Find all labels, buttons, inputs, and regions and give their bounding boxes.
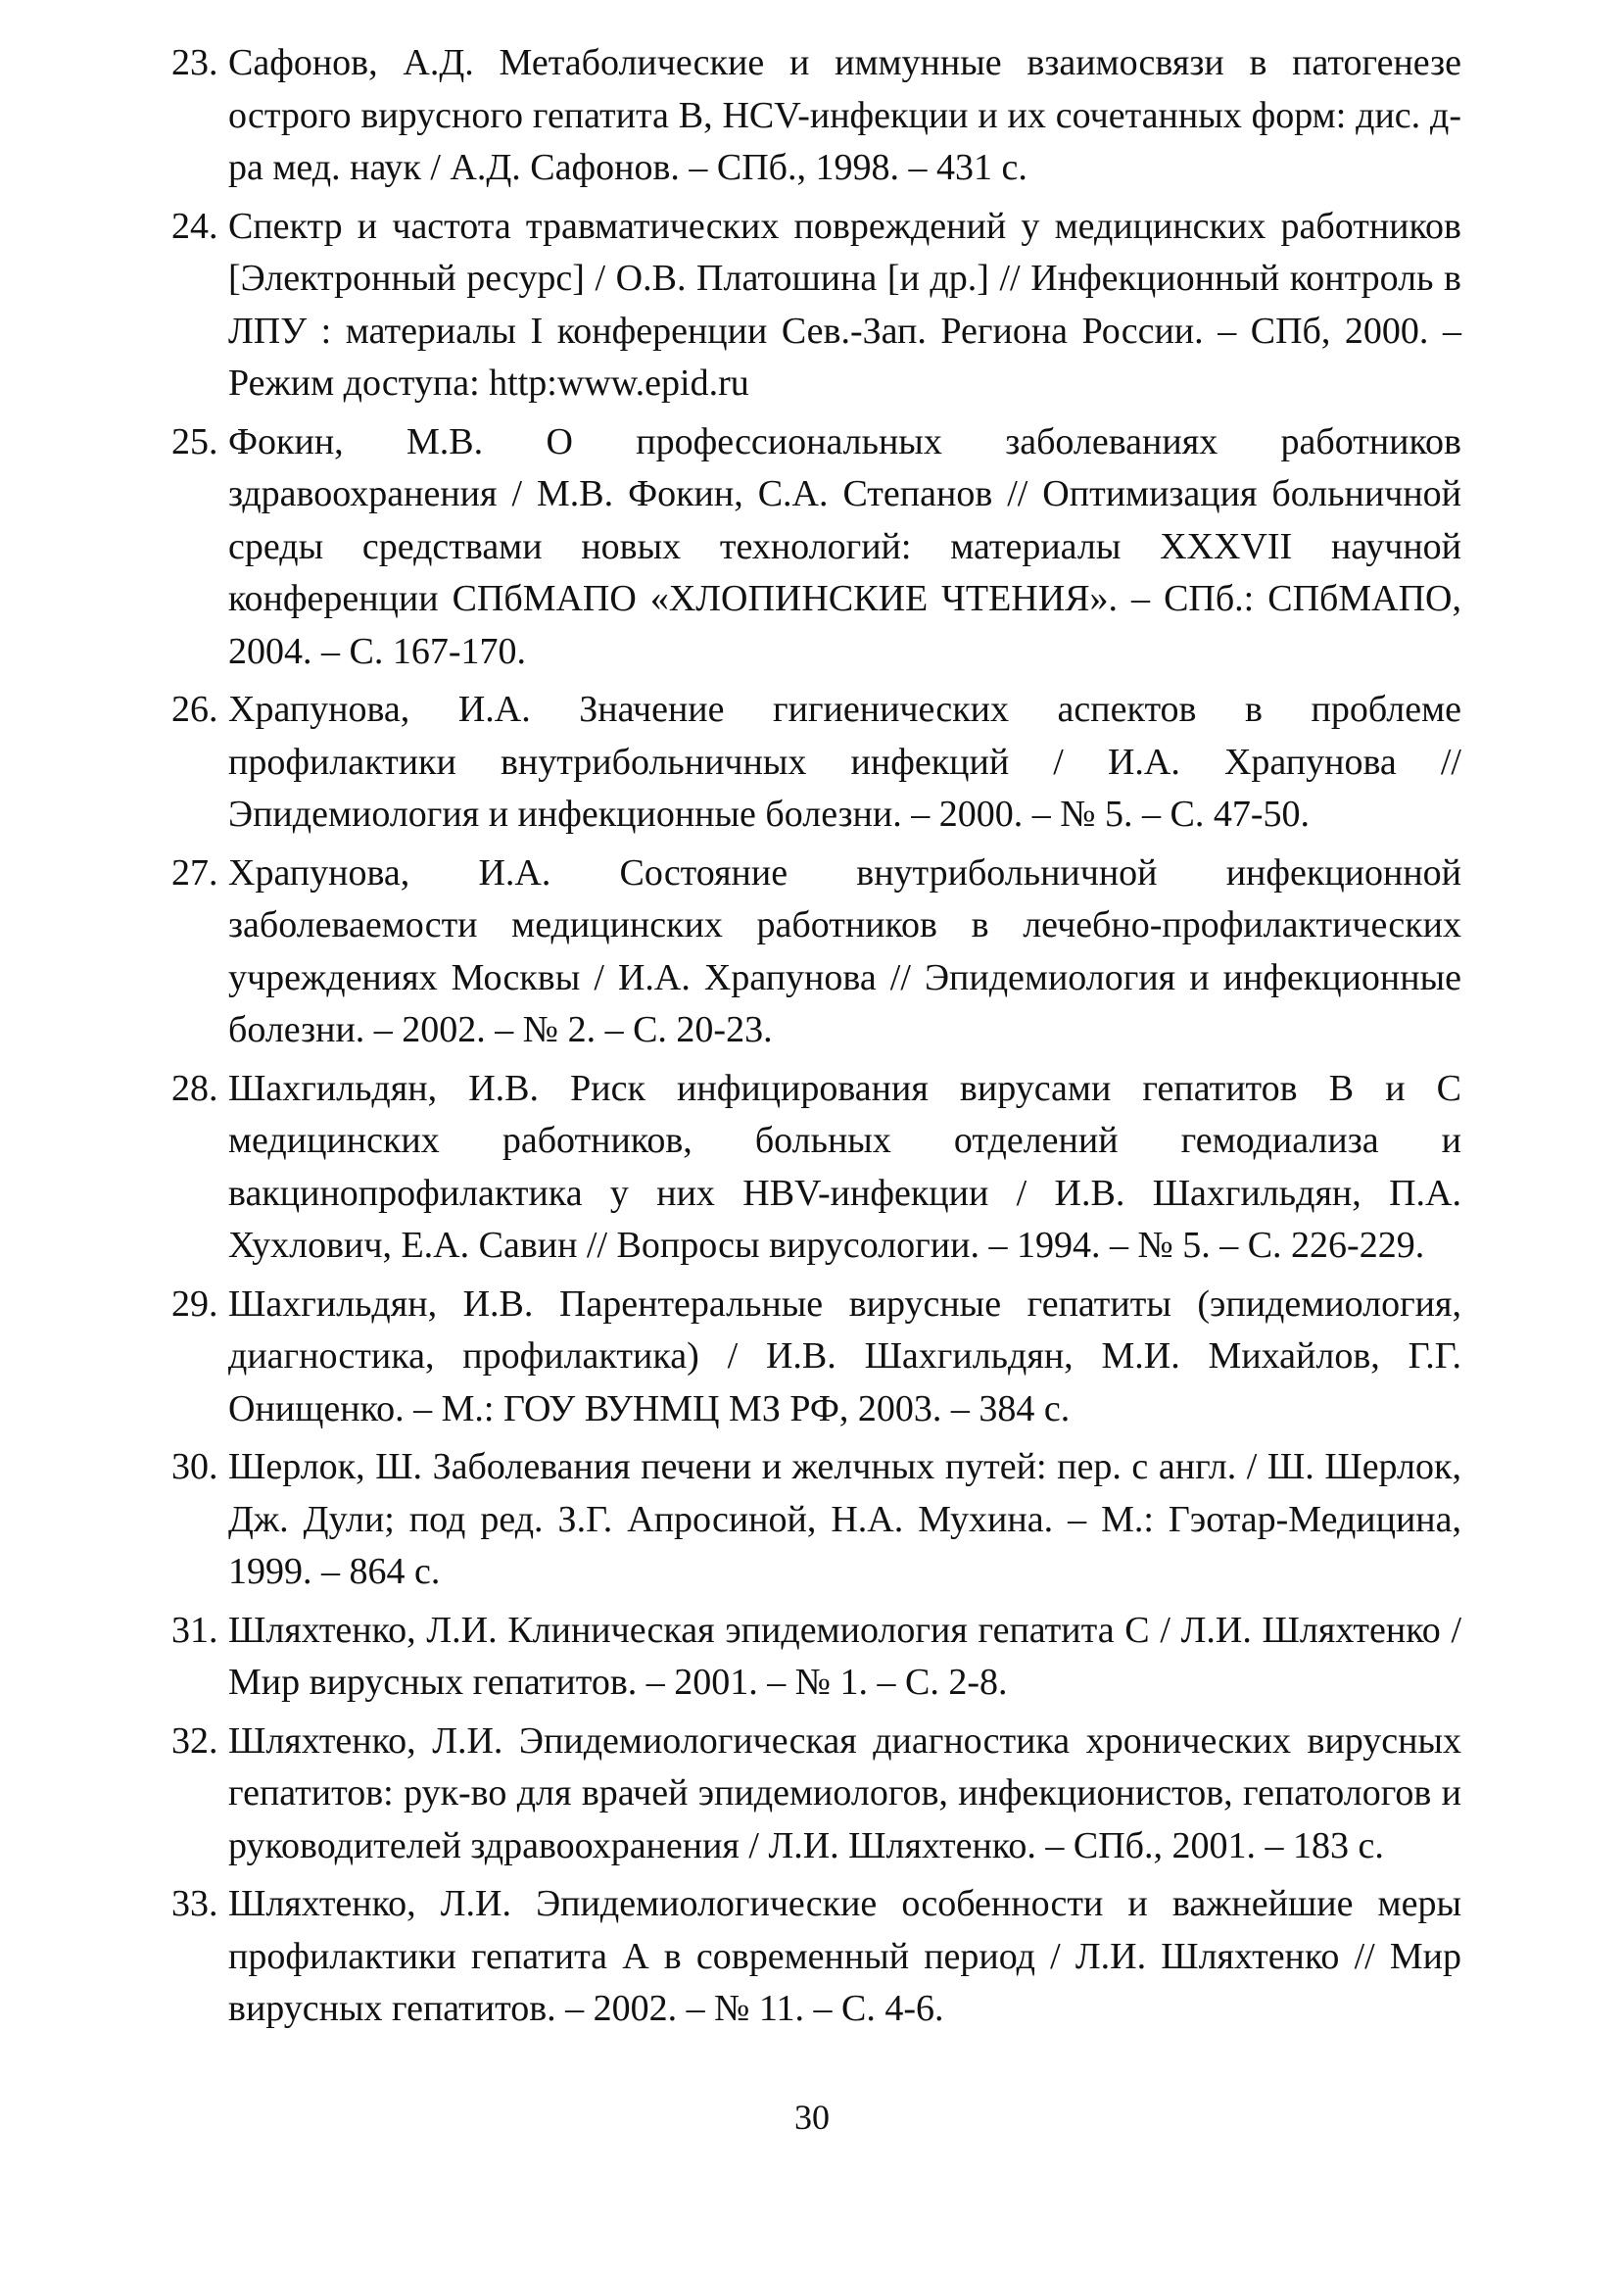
reference-number: 32. (171, 1719, 218, 1762)
reference-number: 26. (171, 689, 218, 730)
reference-item (171, 416, 1461, 679)
reference-list (171, 37, 1461, 2042)
reference-item (171, 1716, 1461, 1873)
reference-text: Сафонов, А.Д. Метаболические и иммунные взаимосвязи в патогенезе острого вирусного гепатита B, HCV-инфекции и их сочетанных форм: дис. д-ра мед. наук / А.Д. Сафонов. – СПб., 1998. – 431 с. (228, 42, 1461, 188)
reference-text: Храпунова, И.А. Значение гигиенических аспектов в проблеме профилактики внутрибольничных инфекций / И.А. Храпунова // Эпидемиология и инфекционные болезни. – 2000. – № 5. – С. 47-50. (228, 689, 1461, 835)
reference-item (171, 1441, 1461, 1599)
reference-item (171, 847, 1461, 1057)
reference-text: Шахгильдян, И.В. Парентеральные вирусные гепатиты (эпидемиология, диагностика, профилактика) / И.В. Шахгильдян, М.И. Михайлов, Г.Г. Онищенко. – М.: ГОУ ВУНМЦ МЗ РФ, 2003. – 384 с. (228, 1282, 1461, 1429)
reference-text: Спектр и частота травматических повреждений у медицинских работников [Электронный ресурс] / О.В. Платошина [и др.] // Инфекционный контроль в ЛПУ : материалы I конференции Сев.-Зап. Региона России. – СПб, 2000. – Режим доступа: http:www.epid.ru (228, 205, 1461, 404)
reference-item (171, 1063, 1461, 1273)
reference-text: Шерлок, Ш. Заболевания печени и желчных путей: пер. с англ. / Ш. Шерлок, Дж. Дули; под ред. З.Г. Апросиной, Н.А. Мухина. – М.: Гэотар-Медицина, 1999. – 864 с. (228, 1446, 1461, 1592)
reference-number: 27. (171, 851, 218, 894)
reference-number: 33. (171, 1883, 218, 1924)
reference-text: Храпунова, И.А. Состояние внутрибольничной инфекционной заболеваемости медицинских работников в лечебно-профилактических учреждениях Москвы / И.А. Храпунова // Эпидемиология и инфекционные болезни. – 2002. – № 2. – С. 20-23. (228, 851, 1461, 1050)
reference-number: 25. (171, 420, 218, 462)
reference-text: Фокин, М.В. О профессиональных заболеваниях работников здравоохранения / М.В. Фокин, С.А. Степанов // Оптимизация больничной среды средствами новых технологий: материалы XXXVII научной конференции СПбМАПО «ХЛОПИНСКИЕ ЧТЕНИЯ». – СПб.: СПбМАПО, 2004. – С. 167-170. (228, 420, 1461, 672)
reference-text: Шахгильдян, И.В. Риск инфицирования вирусами гепатитов B и C медицинских работников, больных отделений гемодиализа и вакцинопрофилактика у них HBV-инфекции / И.В. Шахгильдян, П.А. Хухлович, Е.А. Савин // Вопросы вирусологии. – 1994. – № 5. – С. 226-229. (228, 1067, 1461, 1266)
reference-item (171, 684, 1461, 842)
reference-item (171, 1605, 1461, 1710)
reference-text: Шляхтенко, Л.И. Клиническая эпидемиология гепатита С / Л.И. Шляхтенко / Мир вирусных гепатитов. – 2001. – № 1. – С. 2-8. (228, 1609, 1461, 1703)
reference-item (171, 201, 1461, 411)
reference-item (171, 1878, 1461, 2036)
reference-number: 31. (171, 1609, 218, 1651)
reference-number: 28. (171, 1067, 218, 1109)
reference-text: Шляхтенко, Л.И. Эпидемиологические особенности и важнейшие меры профилактики гепатита А в современный период / Л.И. Шляхтенко // Мир вирусных гепатитов. – 2002. – № 11. – С. 4-6. (228, 1883, 1461, 2029)
page-number: 30 (794, 2098, 830, 2137)
reference-number: 29. (171, 1282, 218, 1325)
reference-number: 23. (171, 42, 218, 83)
reference-text: Шляхтенко, Л.И. Эпидемиологическая диагностика хронических вирусных гепатитов: рук-во для врачей эпидемиологов, инфекционистов, гепатологов и руководителей здравоохранения / Л.И. Шляхтенко. – СПб., 2001. – 183 с. (228, 1719, 1461, 1866)
reference-number: 30. (171, 1446, 218, 1487)
reference-item (171, 1279, 1461, 1436)
reference-number: 24. (171, 205, 218, 247)
reference-item (171, 37, 1461, 195)
